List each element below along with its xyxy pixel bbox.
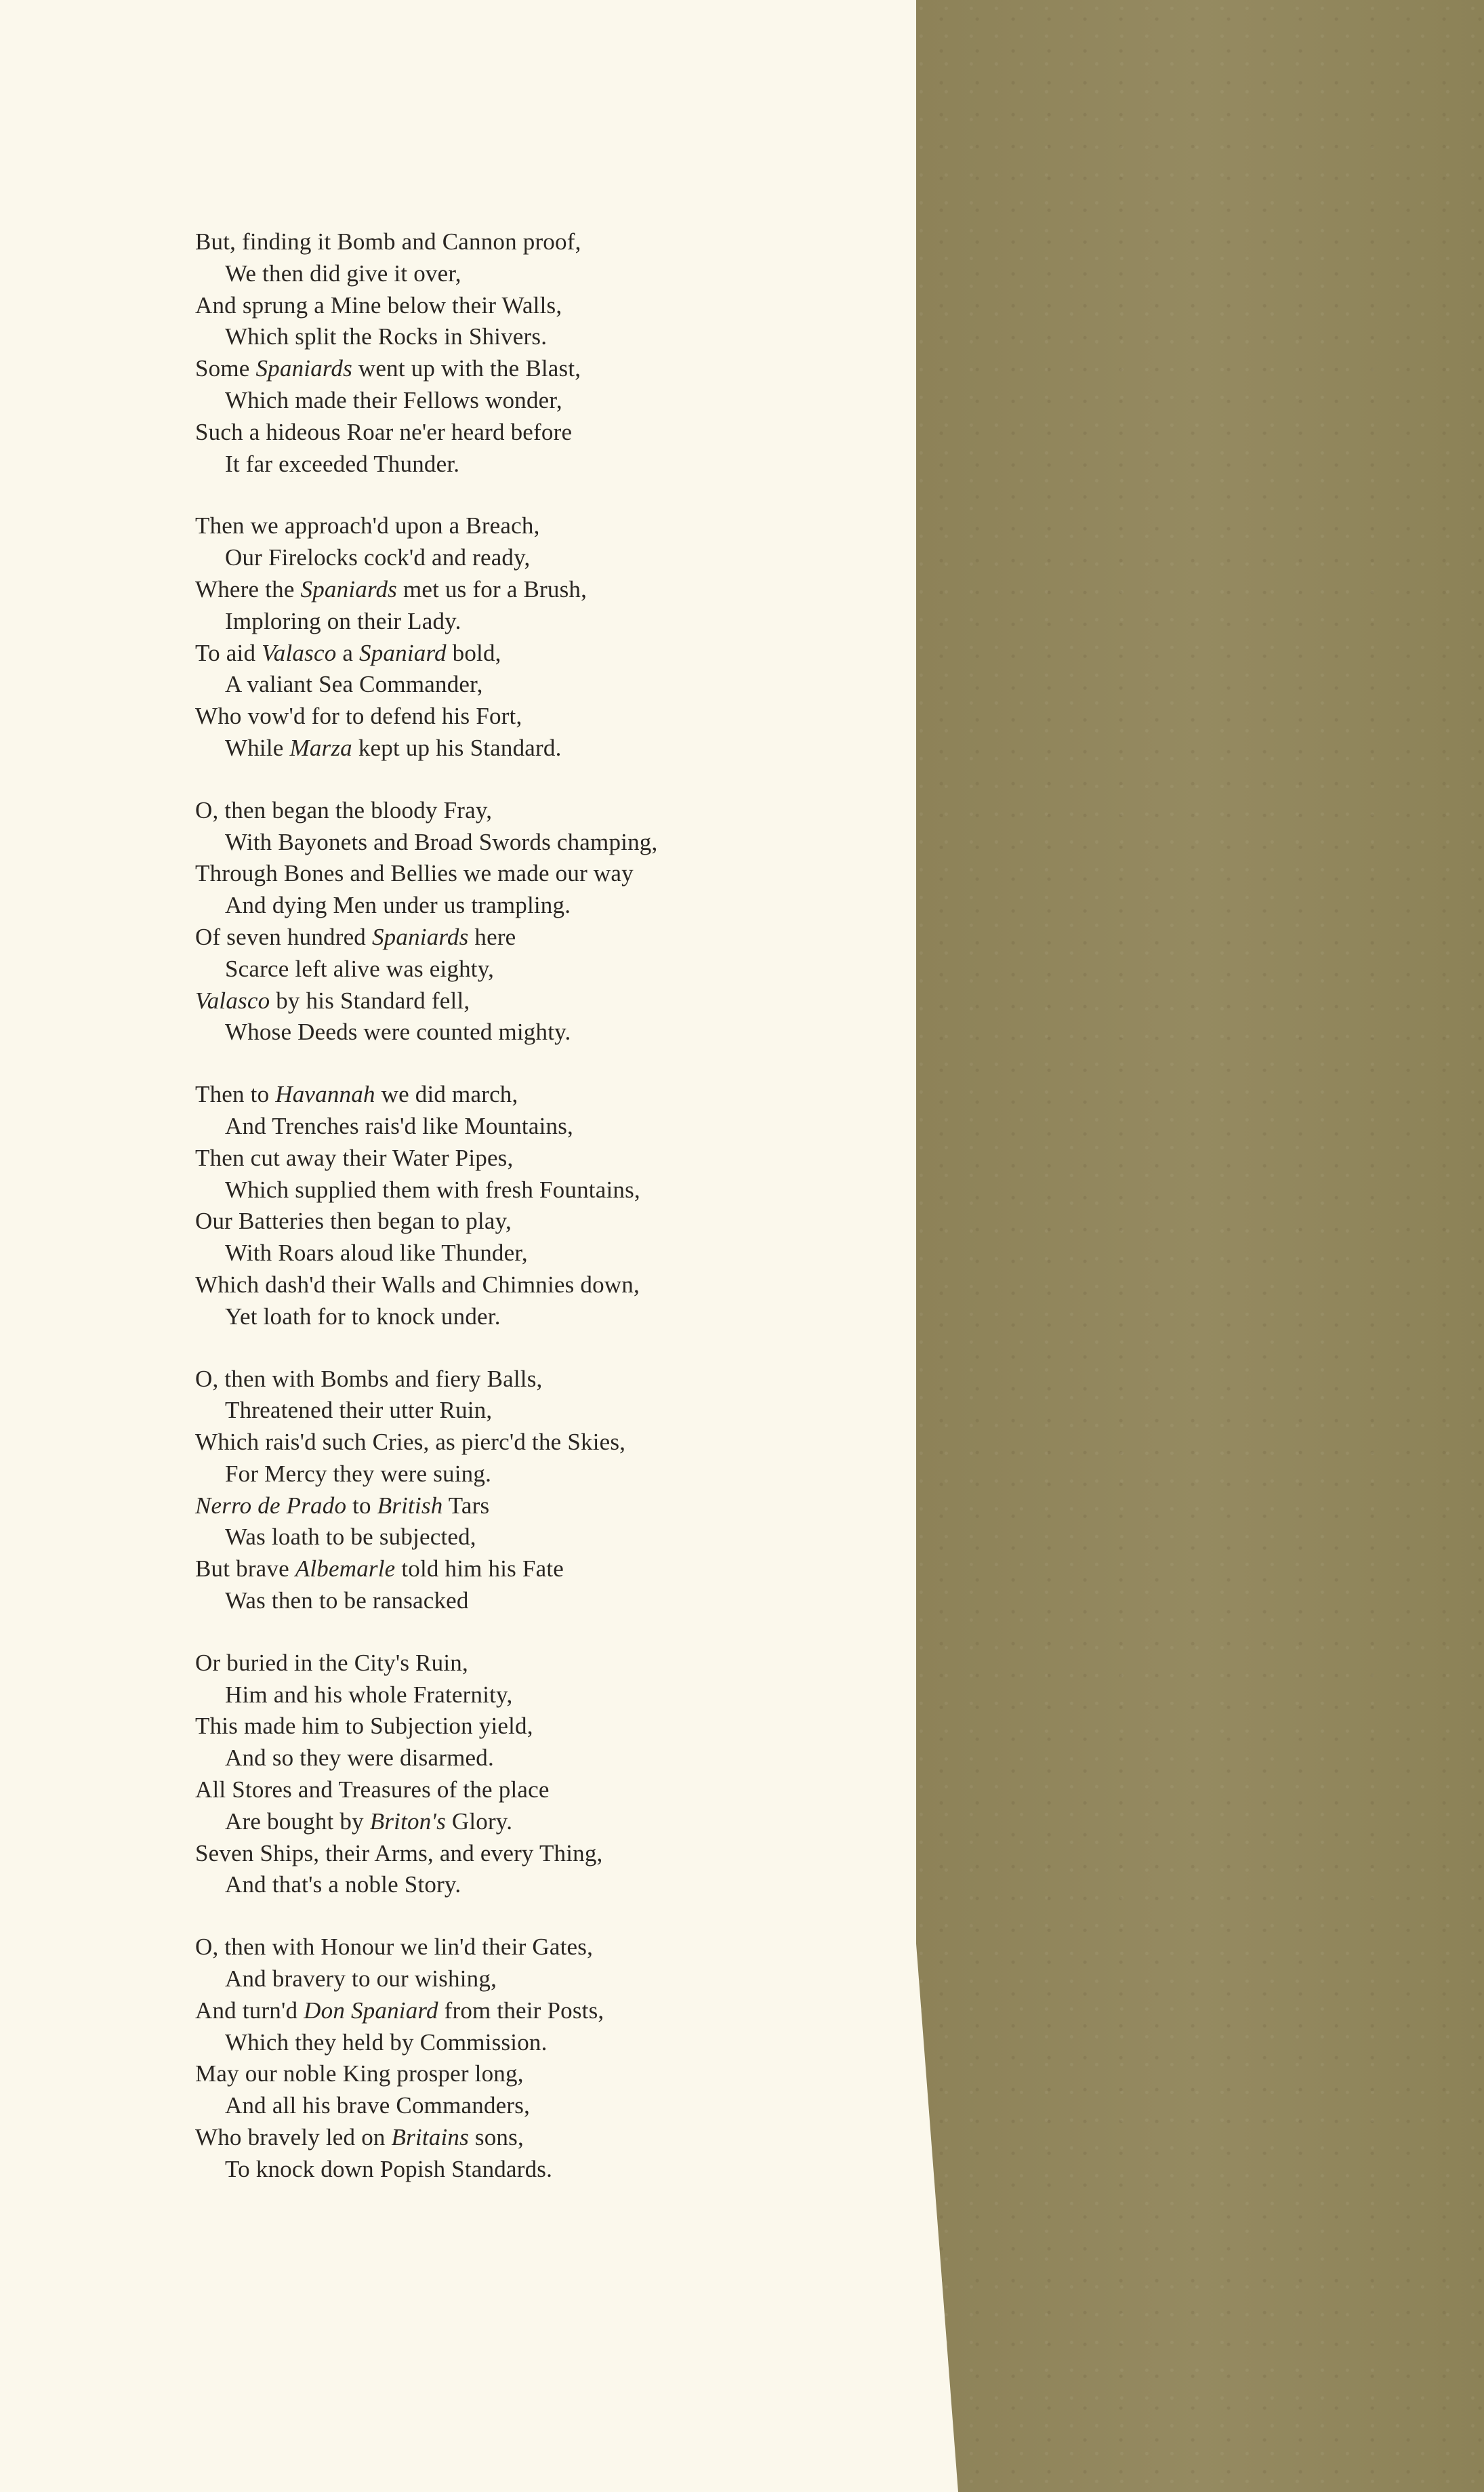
poem-line	[195, 1490, 880, 1522]
poem-line	[195, 1427, 880, 1458]
poem-line	[195, 353, 880, 385]
poem-line	[195, 1679, 880, 1711]
stanza	[195, 226, 880, 480]
line-text: And all his brave Commanders,	[225, 2092, 531, 2119]
poem-line	[195, 1111, 880, 1143]
line-text: Our Batteries then began to play,	[195, 1208, 512, 1235]
line-text: Who vow'd for to defend his Fort,	[195, 703, 522, 730]
line-text: Which supplied them with fresh Fountains,	[225, 1176, 640, 1203]
poem-line	[195, 542, 880, 574]
line-text: Which they held by Commission.	[225, 2028, 548, 2056]
line-text: Where the	[195, 575, 301, 602]
poem-line	[195, 1838, 880, 1870]
line-text: Yet loath for to knock under.	[225, 1303, 501, 1330]
poem-line	[195, 827, 880, 859]
italic-name: Marza	[289, 734, 352, 761]
poem-line	[195, 1963, 880, 1995]
line-text: All Stores and Treasures of the place	[195, 1776, 550, 1803]
poem-line	[195, 1553, 880, 1585]
line-text: O, then began the bloody Fray,	[195, 796, 493, 823]
line-text: kept up his Standard.	[352, 734, 562, 761]
line-text: Which rais'd such Cries, as pierc'd the Skies,	[195, 1429, 626, 1456]
line-text: Him and his whole Fraternity,	[225, 1681, 513, 1708]
poem-line	[195, 1238, 880, 1269]
poem-line	[195, 1648, 880, 1679]
poem-line	[195, 2122, 880, 2154]
line-text: O, then with Honour we lin'd their Gates,	[195, 1934, 594, 1961]
poem-line	[195, 1521, 880, 1553]
poem-line	[195, 1174, 880, 1206]
line-text: sons,	[468, 2124, 524, 2151]
poem-line	[195, 226, 880, 258]
italic-name: Spaniards	[300, 575, 397, 602]
poem-line	[195, 1364, 880, 1395]
line-text: But, finding it Bomb and Cannon proof,	[195, 228, 581, 255]
line-text: Are bought by	[225, 1807, 370, 1835]
italic-name: Britains	[391, 2124, 469, 2151]
poem-line	[195, 1742, 880, 1774]
poem-line	[195, 1301, 880, 1333]
stanza	[195, 1079, 880, 1332]
line-text: Whose Deeds were counted mighty.	[225, 1019, 571, 1046]
line-text: went up with the Blast,	[352, 355, 581, 382]
line-text: by his Standard fell,	[270, 987, 470, 1014]
line-text: from their Posts,	[438, 1997, 604, 2024]
poem-line	[195, 985, 880, 1017]
poem-line	[195, 795, 880, 827]
poem-line	[195, 1206, 880, 1238]
line-text: Or buried in the City's Ruin,	[195, 1649, 468, 1676]
line-text: While	[225, 734, 290, 761]
line-text: Scarce left alive was eighty,	[225, 955, 495, 982]
italic-name: Nerro de Prado	[195, 1492, 347, 1519]
line-text: Then cut away their Water Pipes,	[195, 1144, 514, 1171]
line-text: we did march,	[375, 1081, 518, 1108]
poem-line	[195, 701, 880, 733]
line-text: Some	[195, 355, 256, 382]
line-text: And Trenches rais'd like Mountains,	[225, 1112, 573, 1139]
poem-line	[195, 574, 880, 606]
line-text: And sprung a Mine below their Walls,	[195, 291, 562, 319]
line-text: Which made their Fellows wonder,	[225, 386, 562, 413]
line-text: Imploring on their Lady.	[225, 607, 461, 634]
line-text: We then did give it over,	[225, 260, 461, 287]
stanza	[195, 1648, 880, 1901]
italic-name: Albemarle	[295, 1555, 396, 1582]
line-text: Which dash'd their Walls and Chimnies down,	[195, 1271, 640, 1298]
line-text: Glory.	[445, 1807, 513, 1835]
line-text: And dying Men under us trampling.	[225, 892, 571, 919]
poem-line	[195, 1869, 880, 1901]
italic-name: Valasco	[195, 987, 270, 1014]
line-text: And bravery to our wishing,	[225, 1965, 497, 1993]
italic-name: Spaniards	[371, 923, 469, 950]
line-text: Our Firelocks cock'd and ready,	[225, 544, 531, 571]
line-text: Seven Ships, their Arms, and every Thing,	[195, 1839, 603, 1866]
poem-line	[195, 2154, 880, 2186]
book-cover-board	[916, 0, 1484, 2492]
line-text: a	[336, 639, 360, 666]
poem-line	[195, 1079, 880, 1111]
poem-line	[195, 258, 880, 290]
line-text: Was loath to be subjected,	[225, 1524, 476, 1551]
poem-line	[195, 669, 880, 701]
poem-line	[195, 1932, 880, 1963]
poem-line	[195, 1269, 880, 1301]
poem-line	[195, 1806, 880, 1838]
poem-line	[195, 290, 880, 322]
line-text: told him his Fate	[395, 1555, 564, 1582]
line-text: May our noble King prosper long,	[195, 2060, 524, 2087]
poem-line	[195, 1711, 880, 1742]
line-text: to	[346, 1492, 377, 1519]
poem-text	[195, 226, 880, 2216]
line-text: With Roars aloud like Thunder,	[225, 1240, 528, 1267]
poem-line	[195, 385, 880, 417]
poem-line	[195, 2027, 880, 2059]
line-text: bold,	[446, 639, 501, 666]
poem-line	[195, 858, 880, 890]
stanza	[195, 1932, 880, 2185]
line-text: Was then to be ransacked	[225, 1587, 469, 1614]
poem-line	[195, 606, 880, 638]
line-text: O, then with Bombs and fiery Balls,	[195, 1365, 543, 1392]
poem-line	[195, 321, 880, 353]
italic-name: Spaniards	[255, 355, 352, 382]
poem-line	[195, 1395, 880, 1427]
line-text: For Mercy they were suing.	[225, 1460, 492, 1487]
stanza	[195, 1364, 880, 1617]
line-text: And turn'd	[195, 1997, 304, 2024]
italic-name: Briton's	[369, 1807, 446, 1835]
line-text: And that's a noble Story.	[225, 1871, 461, 1898]
line-text: Through Bones and Bellies we made our way	[195, 860, 634, 887]
line-text: Tars	[442, 1492, 490, 1519]
poem-line	[195, 922, 880, 954]
poem-line	[195, 510, 880, 542]
line-text: here	[468, 923, 516, 950]
poem-line	[195, 1143, 880, 1174]
poem-line	[195, 733, 880, 764]
line-text: Such a hideous Roar ne'er heard before	[195, 418, 573, 445]
italic-name: British	[377, 1492, 443, 1519]
poem-line	[195, 2058, 880, 2090]
poem-line	[195, 1774, 880, 1806]
poem-line	[195, 954, 880, 985]
line-text: To aid	[195, 639, 262, 666]
line-text: Then to	[195, 1081, 276, 1108]
poem-line	[195, 890, 880, 922]
line-text: And so they were disarmed.	[225, 1744, 494, 1772]
line-text: Of seven hundred	[195, 923, 372, 950]
poem-line	[195, 417, 880, 449]
poem-line	[195, 1017, 880, 1048]
line-text: To knock down Popish Standards.	[225, 2155, 553, 2182]
line-text: Who bravely led on	[195, 2124, 392, 2151]
italic-name: Valasco	[262, 639, 337, 666]
italic-name: Spaniard	[359, 639, 447, 666]
poem-line	[195, 1585, 880, 1617]
line-text: Threatened their utter Ruin,	[225, 1397, 493, 1424]
poem-line	[195, 1995, 880, 2027]
line-text: met us for a Brush,	[397, 575, 588, 602]
poem-line	[195, 638, 880, 670]
line-text: It far exceeded Thunder.	[225, 450, 460, 477]
italic-name: Don Spaniard	[304, 1997, 438, 2024]
poem-line	[195, 1458, 880, 1490]
poem-line	[195, 2090, 880, 2122]
line-text: Then we approach'd upon a Breach,	[195, 512, 540, 539]
poem-line	[195, 449, 880, 481]
stanza	[195, 795, 880, 1048]
line-text: A valiant Sea Commander,	[225, 671, 483, 698]
stanza	[195, 510, 880, 764]
line-text: With Bayonets and Broad Swords champing,	[225, 828, 658, 855]
line-text: But brave	[195, 1555, 295, 1582]
italic-name: Havannah	[275, 1081, 375, 1108]
line-text: This made him to Subjection yield,	[195, 1713, 533, 1740]
line-text: Which split the Rocks in Shivers.	[225, 323, 548, 350]
